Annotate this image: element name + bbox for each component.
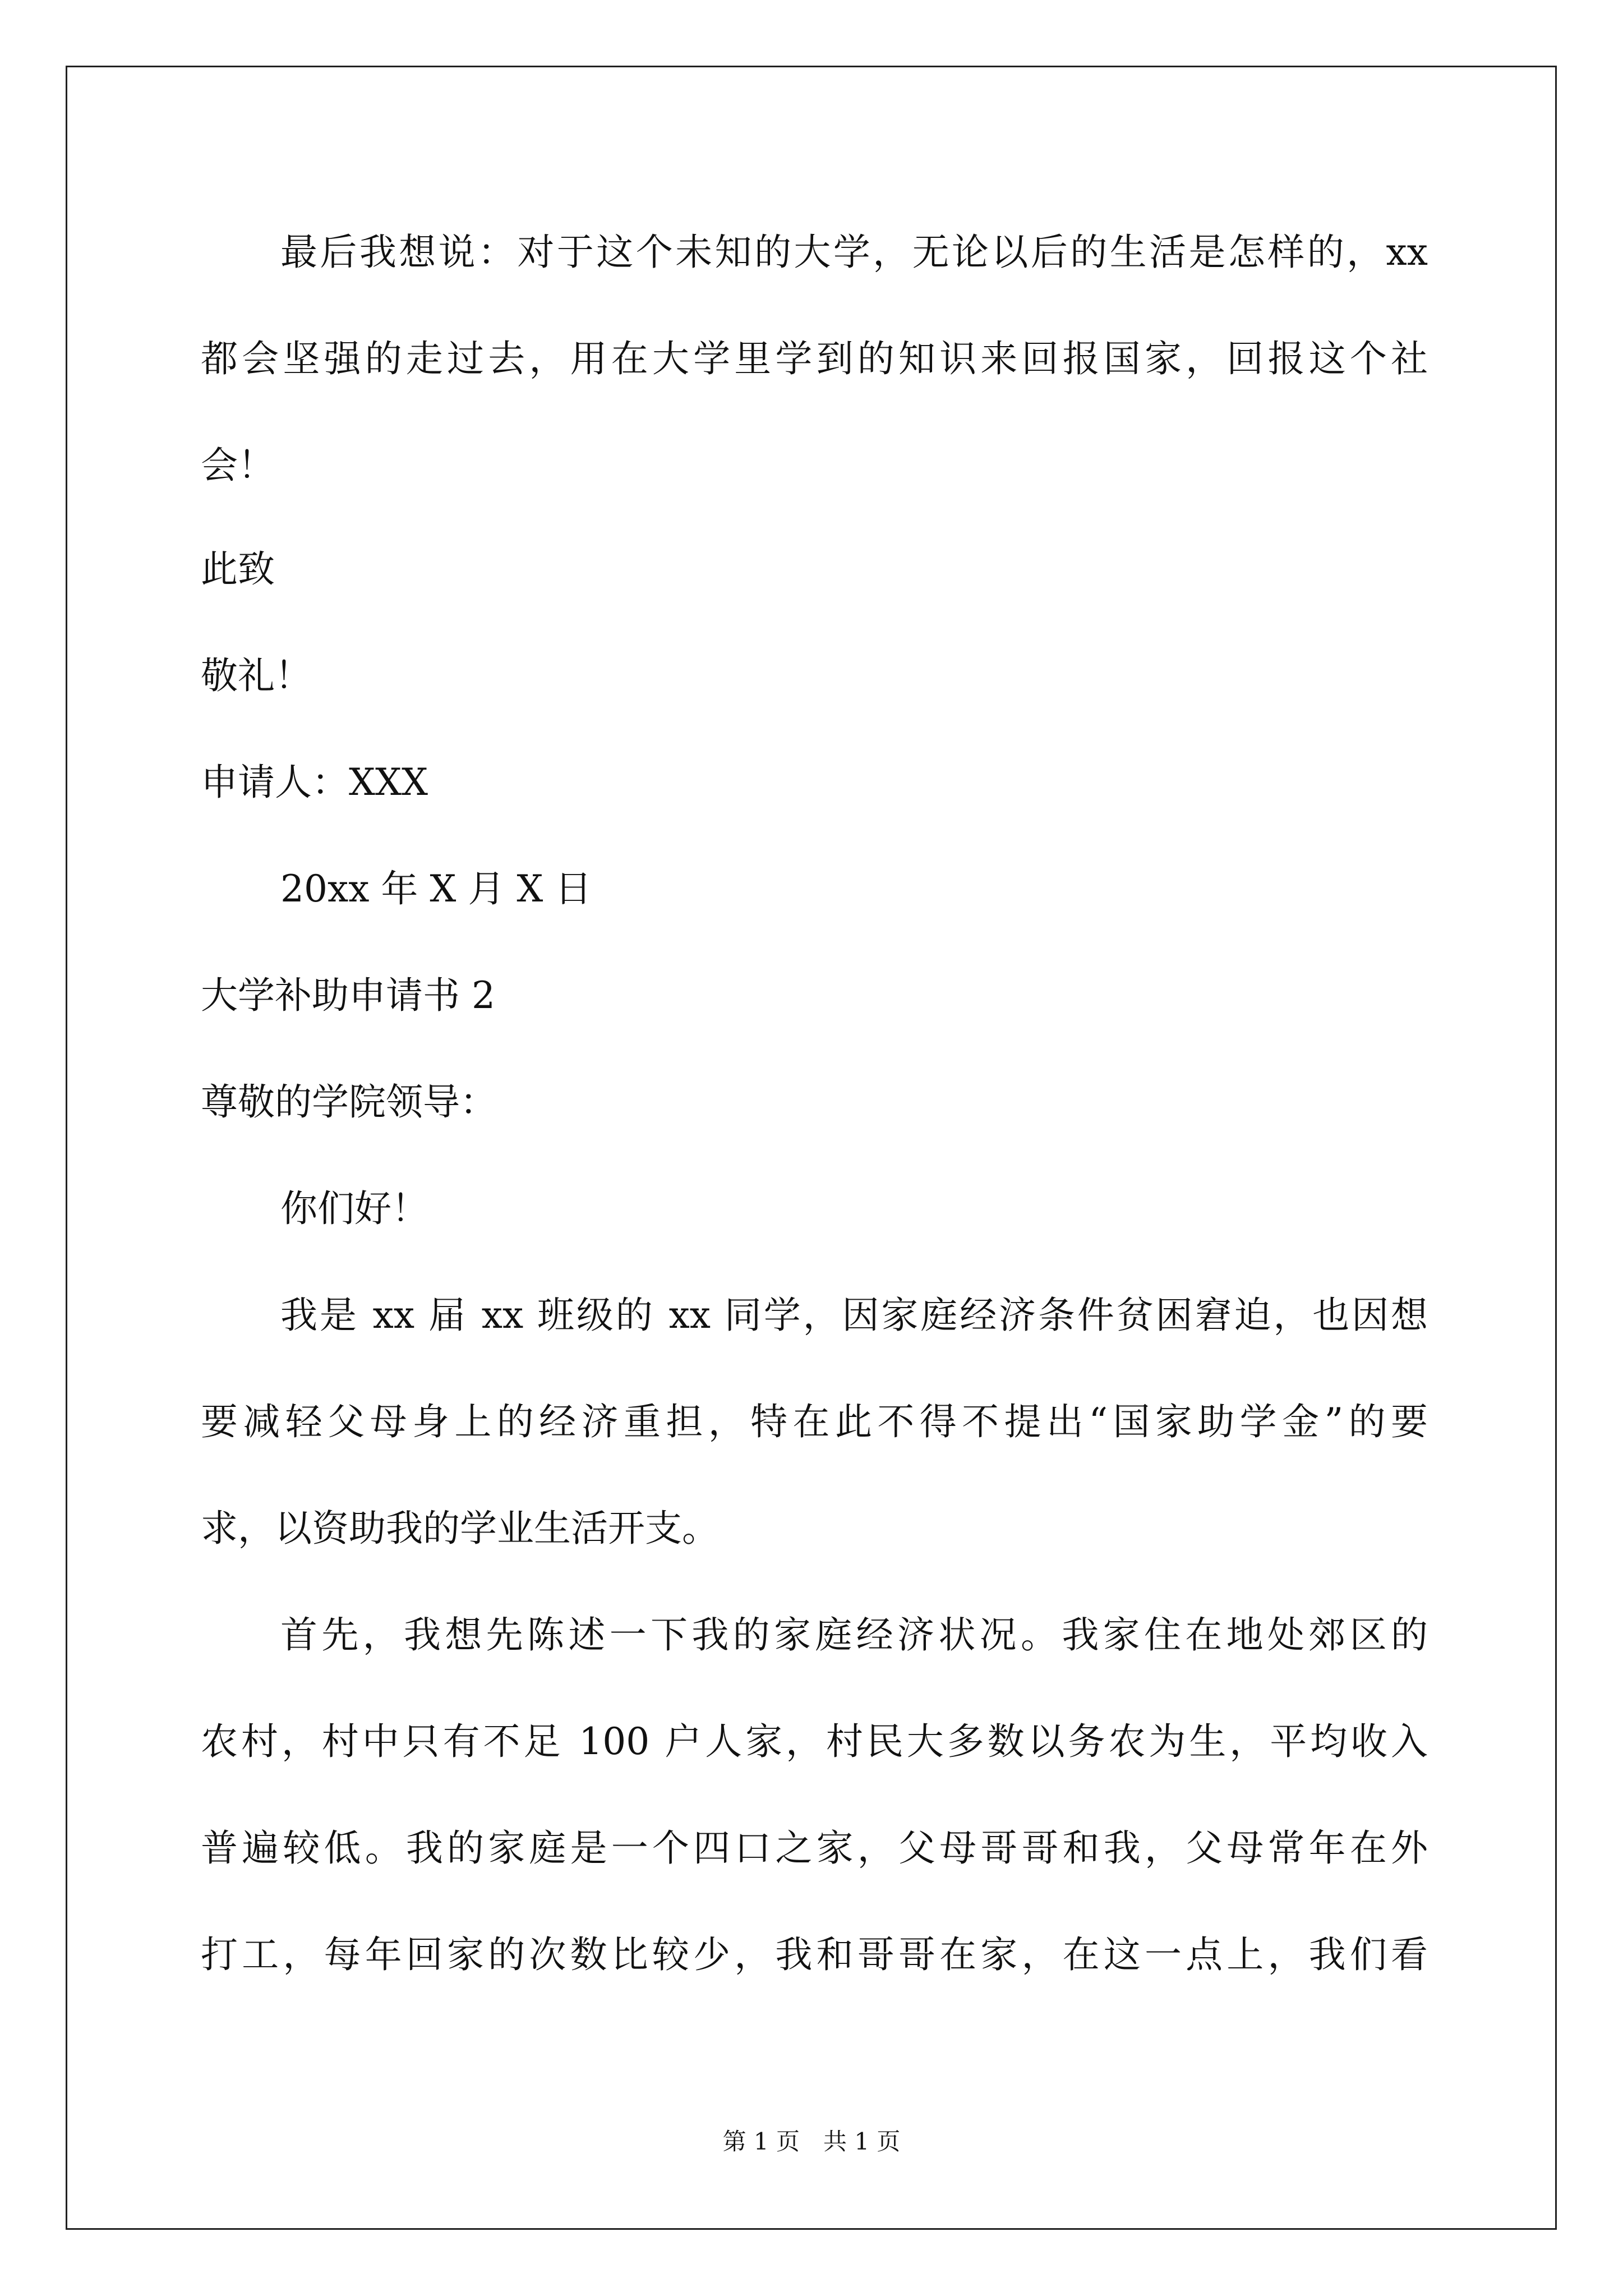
closing-paragraph-line-3: 会！ bbox=[201, 444, 275, 487]
paragraph-2-line-3: 普遍较低。我的家庭是一个四口之家，父母哥哥和我，父母常年在外 bbox=[201, 1826, 1428, 1870]
letter-greeting: 你们好！ bbox=[280, 1187, 428, 1230]
section-title: 大学补助申请书 2 bbox=[201, 974, 495, 1017]
paragraph-2-line-2: 农村，村中只有不足 100 户人家，村民大多数以务农为生，平均收入 bbox=[201, 1720, 1428, 1763]
letter-date: 20xx 年 X 月 X 日 bbox=[280, 867, 592, 910]
salutation-jingli: 敬礼！ bbox=[201, 654, 312, 697]
paragraph-1-line-2: 要减轻父母身上的经济重担，特在此不得不提出“国家助学金”的要 bbox=[201, 1400, 1428, 1443]
closing-paragraph-line-1: 最后我想说：对于这个未知的大学，无论以后的生活是怎样的，xx bbox=[280, 231, 1428, 274]
page-footer: 第 1 页 共 1 页 bbox=[722, 2128, 901, 2155]
paragraph-1-line-1: 我是 xx 届 xx 班级的 xx 同学，因家庭经济条件贫困窘迫，也因想 bbox=[280, 1294, 1428, 1337]
letter-addressee: 尊敬的学院领导： bbox=[201, 1080, 497, 1124]
salutation-cizhi: 此致 bbox=[201, 547, 275, 591]
paragraph-1-line-3: 求，以资助我的学业生活开支。 bbox=[201, 1507, 719, 1550]
closing-paragraph-line-2: 都会坚强的走过去，用在大学里学到的知识来回报国家，回报这个社 bbox=[201, 337, 1428, 380]
page-border bbox=[66, 66, 1557, 2230]
applicant-name: 申请人：XXX bbox=[201, 761, 428, 804]
paragraph-2-line-4: 打工，每年回家的次数比较少，我和哥哥在家，在这一点上，我们看 bbox=[201, 1933, 1428, 1976]
paragraph-2-line-1: 首先，我想先陈述一下我的家庭经济状况。我家住在地处郊区的 bbox=[280, 1613, 1428, 1657]
